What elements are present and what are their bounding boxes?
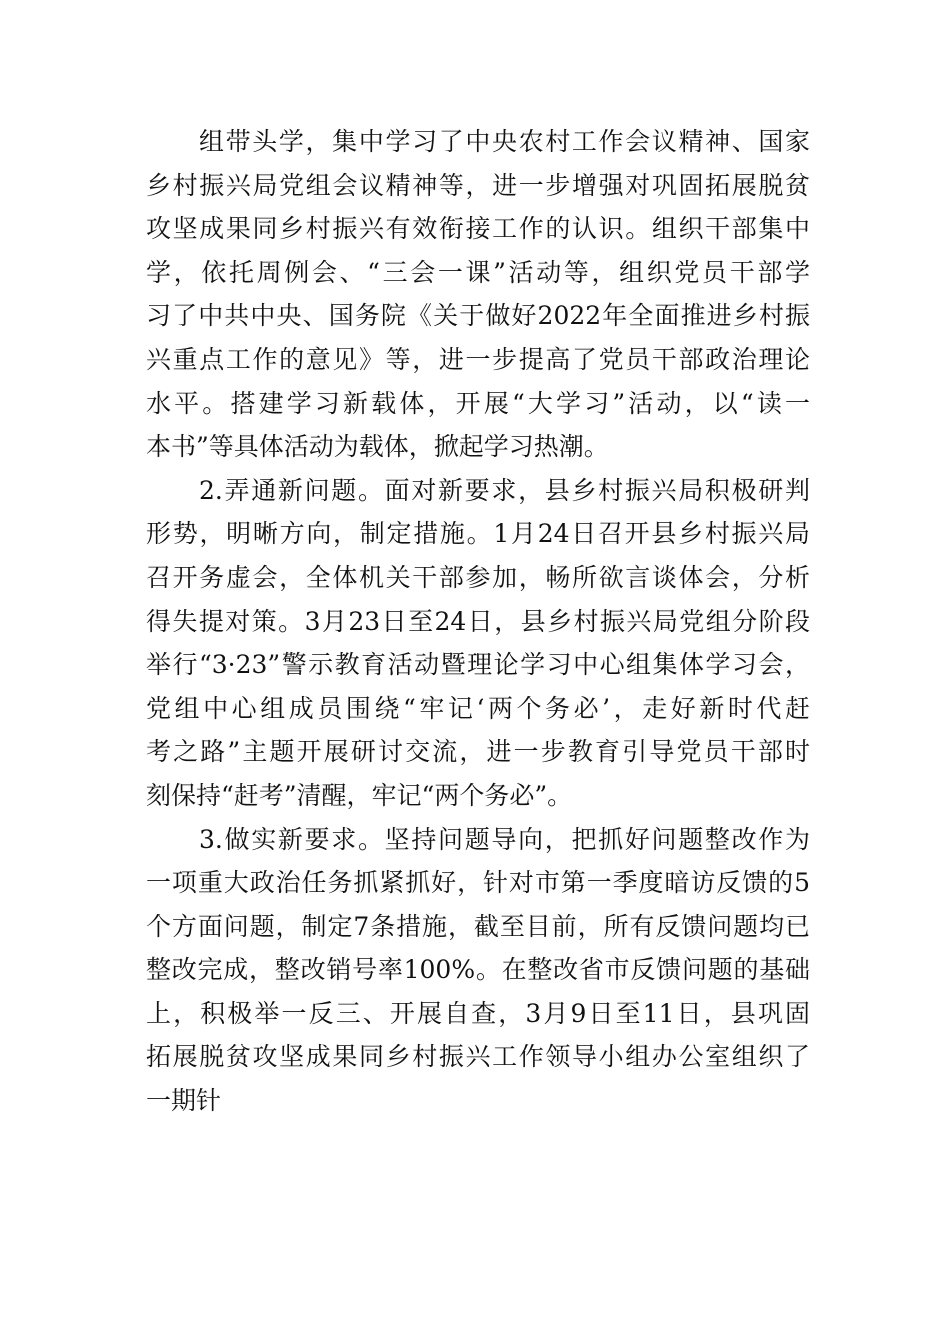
text-line: 形势，明晰方向，制定措施。1月24日召开县乡村振兴局 (146, 519, 810, 549)
text-line: 召开务虚会，全体机关干部参加，畅所欲言谈体会，分析 (146, 562, 810, 592)
text-line: 水平。搭建学习新载体，开展“大学习”活动，以“读一 (146, 388, 810, 418)
text-line: 一项重大政治任务抓紧抓好，针对市第一季度暗访反馈的5 (146, 868, 810, 898)
text-line: 刻保持“赶考”清醒，牢记“两个务必”。 (146, 780, 573, 810)
text-line: 2.弄通新问题。面对新要求，县乡村振兴局积极研判 (199, 475, 810, 505)
text-line: 上，积极举一反三、开展自查，3月9日至11日，县巩固 (146, 998, 810, 1028)
text-line: 党组中心组成员围绕“牢记‘两个务必’，走好新时代赶 (146, 693, 810, 723)
text-line: 组带头学，集中学习了中央农村工作会议精神、国家 (199, 127, 810, 156)
text-line: 整改完成，整改销号率100%。在整改省市反馈问题的基础 (146, 955, 810, 985)
text-line: 个方面问题，制定7条措施，截至目前，所有反馈问题均已 (146, 911, 810, 941)
text-line: 攻坚成果同乡村振兴有效衔接工作的认识。组织干部集中 (146, 214, 810, 244)
text-line: 乡村振兴局党组会议精神等，进一步增强对巩固拓展脱贫 (146, 170, 810, 200)
text-line: 拓展脱贫攻坚成果同乡村振兴工作领导小组办公室组织了 (146, 1042, 810, 1072)
text-line: 本书”等具体活动为载体，掀起学习热潮。 (146, 432, 609, 462)
text-line: 举行“3·23”警示教育活动暨理论学习中心组集体学习会， (146, 650, 810, 680)
text-line: 兴重点工作的意见》等，进一步提高了党员干部政治理论 (146, 344, 810, 374)
text-line: 3.做实新要求。坚持问题导向，把抓好问题整改作为 (199, 824, 810, 854)
text-line: 考之路”主题开展研讨交流，进一步教育引导党员干部时 (146, 737, 810, 767)
text-line: 学，依托周例会、“三会一课”活动等，组织党员干部学 (146, 257, 810, 287)
text-line: 得失提对策。3月23日至24日，县乡村振兴局党组分阶段 (146, 606, 810, 636)
text-line: 习了中共中央、国务院《关于做好2022年全面推进乡村振 (146, 301, 810, 331)
body-text (146, 120, 810, 1123)
text-line: 一期针 (146, 1086, 222, 1116)
